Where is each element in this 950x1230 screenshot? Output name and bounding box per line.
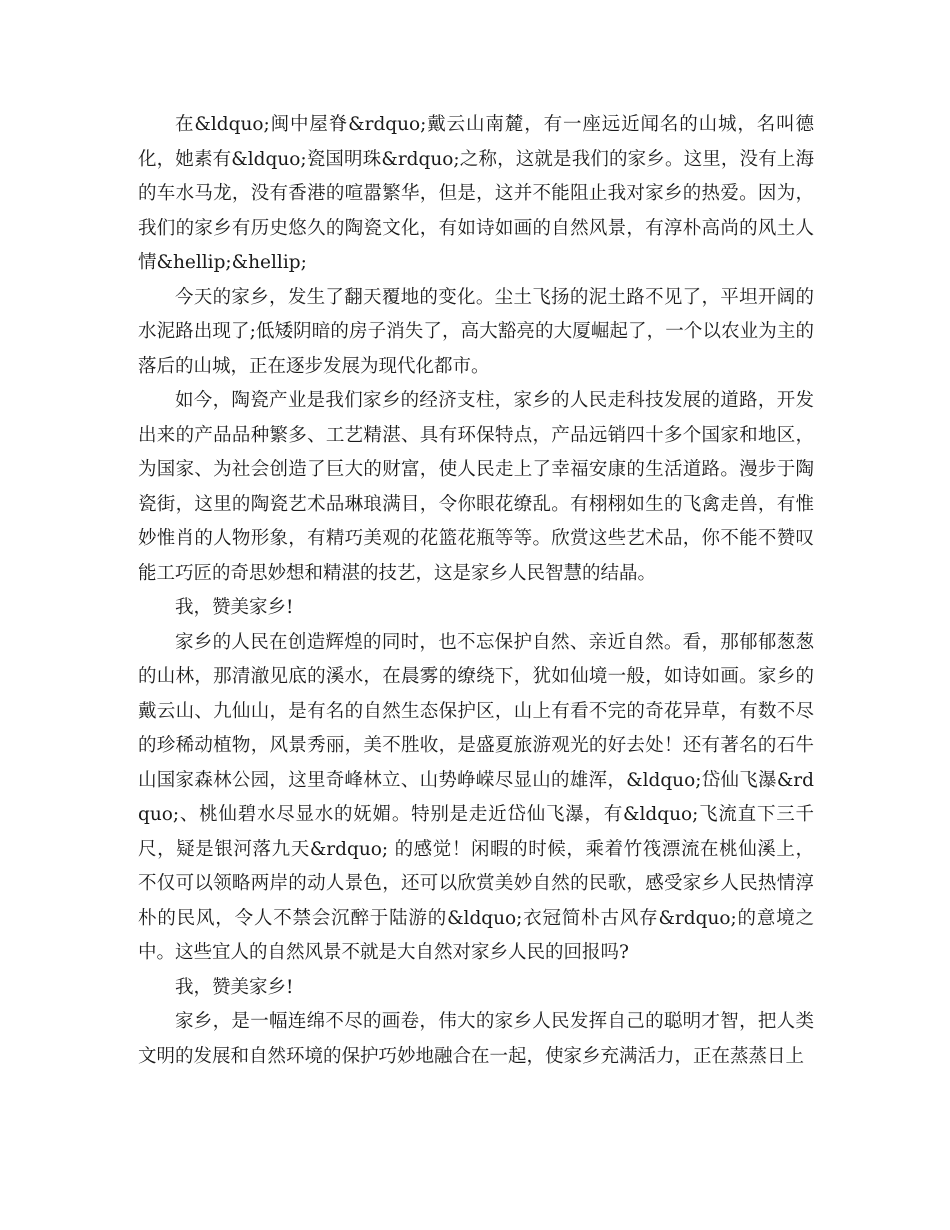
paragraph-6: 我，赞美家乡!: [175, 976, 294, 998]
paragraph-3: 如今，陶瓷产业是我们家乡的经济支柱，家乡的人民走科技发展的道路，开发出来的产品品种繁多、工艺精湛、具有环保特点，产品远销四十多个国家和地区，为国家、为社会创造了巨大的财富，使人民走上了幸福安康的生活道路。漫步于陶瓷街，这里的陶瓷艺术品琳琅满目，令你眼花缭乱。有栩栩如生的飞禽走兽，有惟妙惟肖的人物形象，有精巧美观的花篮花瓶等等。欣赏这些艺术品，你不能不赞叹能工巧匠的奇思妙想和精湛的技艺，这是家乡人民智慧的结晶。: [138, 390, 814, 584]
paragraph-5: 家乡的人民在创造辉煌的同时，也不忘保护自然、亲近自然。看，那郁郁葱葱的山林，那清澈见底的溪水，在晨雾的缭绕下，犹如仙境一般，如诗如画。家乡的戴云山、九仙山，是有名的自然生态保护区，山上有看不完的奇花异草，有数不尽的珍稀动植物，风景秀丽，美不胜收，是盛夏旅游观光的好去处！还有著名的石牛山国家森林公园，这里奇峰林立、山势峥嵘尽显山的雄浑，&ldquo;岱仙飞瀑&rdquo;、桃仙碧水尽显水的妩媚。特别是走近岱仙飞瀑，有&ldquo;飞流直下三千尺，疑是银河落九天&rdquo; 的感觉！闲暇的时候，乘着竹筏漂流在桃仙溪上，不仅可以领略两岸的动人景色，还可以欣赏美妙自然的民歌，感受家乡人民热情淳朴的民风，令人不禁会沉醉于陆游的&ldquo;衣冠简朴古风存&rdquo;的意境之中。这些宜人的自然风景不就是大自然对家乡人民的回报吗?: [138, 631, 814, 963]
paragraph-2: 今天的家乡，发生了翻天覆地的变化。尘土飞扬的泥土路不见了，平坦开阔的水泥路出现了;低矮阴暗的房子消失了，高大豁亮的大厦崛起了，一个以农业为主的落后的山城，正在逐步发展为现代化都市。: [138, 286, 814, 377]
paragraph-7: 家乡，是一幅连绵不尽的画卷，伟大的家乡人民发挥自己的聪明才智，把人类文明的发展和自然环境的保护巧妙地融合在一起，使家乡充满活力，正在蒸蒸日上: [138, 1011, 814, 1067]
paragraph-4: 我，赞美家乡!: [175, 597, 294, 618]
paragraph-1: 在&ldquo;闽中屋脊&rdquo;戴云山南麓，有一座远近闻名的山城，名叫德化，她素有&ldquo;瓷国明珠&rdquo;之称，这就是我们的家乡。这里，没有上海的车水马龙，没有香港的喧嚣繁华，但是，这并不能阻止我对家乡的热爱。因为，我们的家乡有历史悠久的陶瓷文化，有如诗如画的自然风景，有淳朴高尚的风土人情&hellip;&hellip;: [138, 114, 814, 273]
document-page: [138, 108, 814, 1074]
